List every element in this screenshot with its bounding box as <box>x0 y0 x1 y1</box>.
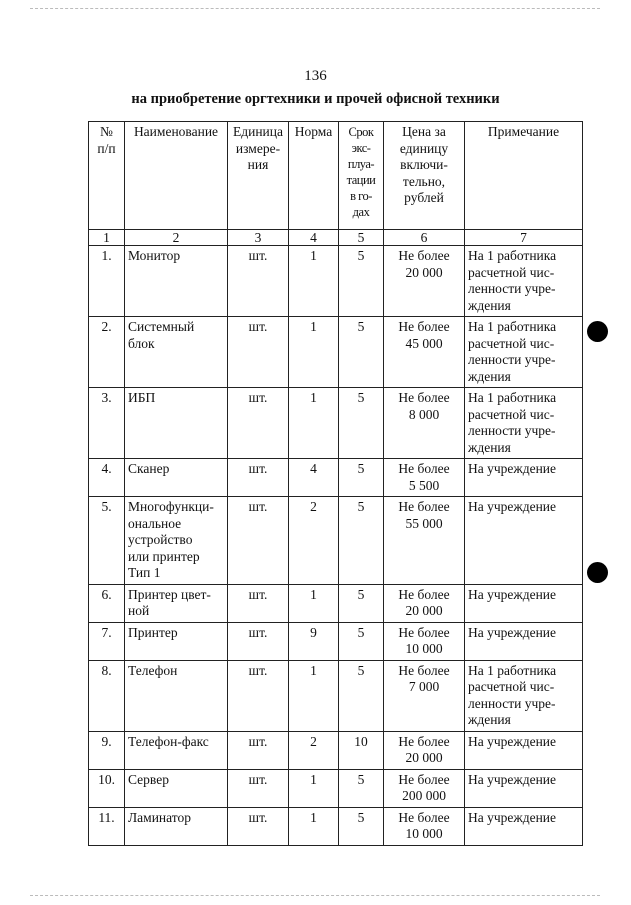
equipment-norms-table <box>88 121 583 846</box>
cell-num: 6. <box>89 584 125 622</box>
cell-num: 5. <box>89 497 125 585</box>
header-norm: Норма <box>289 122 339 230</box>
cell-term: 10 <box>339 731 384 769</box>
cell-unit: шт. <box>228 497 289 585</box>
index-cell: 4 <box>289 230 339 246</box>
cell-norm: 1 <box>289 769 339 807</box>
cell-price: Не более 8 000 <box>384 388 465 459</box>
table-row <box>89 622 583 660</box>
cell-note: На 1 работника расчетной чис- ленности учре- ждения <box>465 246 583 317</box>
cell-name: Телефон <box>125 660 228 731</box>
cell-num: 11. <box>89 807 125 845</box>
table-row <box>89 807 583 845</box>
scan-bottom-edge <box>30 895 600 896</box>
cell-num: 3. <box>89 388 125 459</box>
cell-unit: шт. <box>228 246 289 317</box>
cell-name: Многофункци- ональное устройство или принтер Тип 1 <box>125 497 228 585</box>
cell-price: Не более 55 000 <box>384 497 465 585</box>
table-row <box>89 497 583 585</box>
cell-note: На учреждение <box>465 459 583 497</box>
cell-norm: 2 <box>289 731 339 769</box>
document-title: на приобретение оргтехники и прочей офисной техники <box>131 91 500 107</box>
cell-price: Не более 7 000 <box>384 660 465 731</box>
cell-norm: 1 <box>289 807 339 845</box>
cell-num: 1. <box>89 246 125 317</box>
cell-unit: шт. <box>228 660 289 731</box>
cell-note: На учреждение <box>465 807 583 845</box>
cell-price: Не более 200 000 <box>384 769 465 807</box>
cell-note: На учреждение <box>465 497 583 585</box>
cell-note: На 1 работника расчетной чис- ленности учре- ждения <box>465 317 583 388</box>
cell-name: Принтер <box>125 622 228 660</box>
cell-term: 5 <box>339 388 384 459</box>
index-cell: 2 <box>125 230 228 246</box>
header-num: № п/п <box>89 122 125 230</box>
cell-name: Принтер цвет- ной <box>125 584 228 622</box>
cell-norm: 1 <box>289 246 339 317</box>
cell-norm: 1 <box>289 584 339 622</box>
scan-top-edge <box>30 8 600 9</box>
index-cell: 6 <box>384 230 465 246</box>
table-row <box>89 317 583 388</box>
cell-name: Телефон-факс <box>125 731 228 769</box>
cell-norm: 1 <box>289 388 339 459</box>
cell-unit: шт. <box>228 388 289 459</box>
cell-note: На 1 работника расчетной чис- ленности учре- ждения <box>465 660 583 731</box>
cell-term: 5 <box>339 660 384 731</box>
cell-unit: шт. <box>228 584 289 622</box>
index-cell: 7 <box>465 230 583 246</box>
cell-price: Не более 45 000 <box>384 317 465 388</box>
cell-name: ИБП <box>125 388 228 459</box>
punch-hole <box>587 562 608 583</box>
cell-num: 8. <box>89 660 125 731</box>
cell-price: Не более 20 000 <box>384 246 465 317</box>
cell-name: Сервер <box>125 769 228 807</box>
cell-term: 5 <box>339 459 384 497</box>
header-term: Срок экс- плуа- тации в го- дах <box>339 122 384 230</box>
cell-term: 5 <box>339 317 384 388</box>
cell-norm: 4 <box>289 459 339 497</box>
cell-num: 4. <box>89 459 125 497</box>
cell-price: Не более 20 000 <box>384 584 465 622</box>
cell-term: 5 <box>339 769 384 807</box>
cell-term: 5 <box>339 584 384 622</box>
table-row <box>89 388 583 459</box>
cell-term: 5 <box>339 497 384 585</box>
table-row <box>89 660 583 731</box>
cell-price: Не более 10 000 <box>384 807 465 845</box>
cell-note: На учреждение <box>465 622 583 660</box>
cell-unit: шт. <box>228 731 289 769</box>
header-price: Цена за единицу включи- тельно, рублей <box>384 122 465 230</box>
index-cell: 5 <box>339 230 384 246</box>
index-cell: 1 <box>89 230 125 246</box>
header-unit: Единица измере- ния <box>228 122 289 230</box>
cell-name: Ламинатор <box>125 807 228 845</box>
column-index-row <box>89 230 583 246</box>
cell-name: Системный блок <box>125 317 228 388</box>
cell-unit: шт. <box>228 769 289 807</box>
cell-note: На учреждение <box>465 731 583 769</box>
cell-term: 5 <box>339 246 384 317</box>
cell-name: Сканер <box>125 459 228 497</box>
cell-norm: 1 <box>289 317 339 388</box>
cell-price: Не более 5 500 <box>384 459 465 497</box>
cell-term: 5 <box>339 622 384 660</box>
index-cell: 3 <box>228 230 289 246</box>
table-row <box>89 459 583 497</box>
table-row <box>89 769 583 807</box>
cell-price: Не более 20 000 <box>384 731 465 769</box>
cell-num: 9. <box>89 731 125 769</box>
cell-norm: 2 <box>289 497 339 585</box>
cell-unit: шт. <box>228 807 289 845</box>
page-number: 136 <box>304 68 327 84</box>
cell-note: На учреждение <box>465 584 583 622</box>
table-row <box>89 584 583 622</box>
table-row <box>89 246 583 317</box>
cell-norm: 9 <box>289 622 339 660</box>
table-body <box>89 246 583 846</box>
cell-unit: шт. <box>228 459 289 497</box>
cell-note: На 1 работника расчетной чис- ленности учре- ждения <box>465 388 583 459</box>
cell-note: На учреждение <box>465 769 583 807</box>
cell-num: 7. <box>89 622 125 660</box>
header-name: Наименование <box>125 122 228 230</box>
cell-num: 10. <box>89 769 125 807</box>
cell-term: 5 <box>339 807 384 845</box>
cell-unit: шт. <box>228 622 289 660</box>
header-note: Примечание <box>465 122 583 230</box>
cell-unit: шт. <box>228 317 289 388</box>
table-header-row <box>89 122 583 230</box>
cell-price: Не более 10 000 <box>384 622 465 660</box>
cell-name: Монитор <box>125 246 228 317</box>
cell-norm: 1 <box>289 660 339 731</box>
table-row <box>89 731 583 769</box>
punch-hole <box>587 321 608 342</box>
cell-num: 2. <box>89 317 125 388</box>
